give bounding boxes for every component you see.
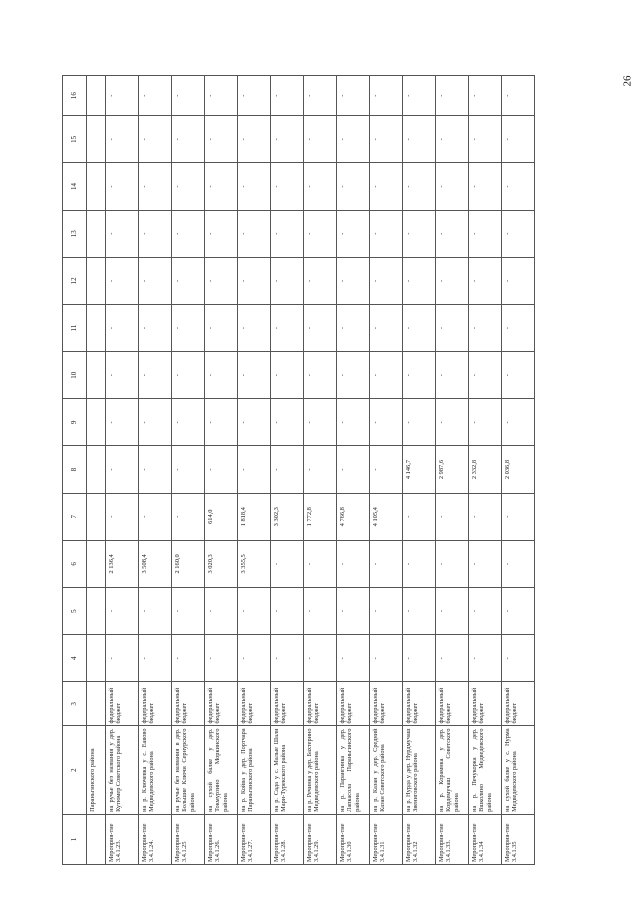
- measure-id: Мероприя-тие 3.4.1.23.: [106, 814, 139, 864]
- measure-name: на р. Печукорка у дер. Вшколино Медведевского района: [469, 726, 502, 814]
- value-cell: -: [304, 635, 337, 682]
- value-cell: -: [304, 304, 337, 351]
- table-row: [139, 76, 172, 865]
- value-cell: -: [172, 210, 205, 257]
- value-cell: -: [469, 493, 502, 540]
- value-cell: -: [502, 352, 535, 399]
- value-cell: -: [172, 399, 205, 446]
- value-cell: -: [172, 493, 205, 540]
- value-cell: -: [106, 399, 139, 446]
- funding-source: федеральный бюджет: [403, 682, 436, 726]
- measure-id: Мероприя-тие 3.4.1.33.: [436, 814, 469, 864]
- value-cell: -: [403, 304, 436, 351]
- value-cell: -: [271, 257, 304, 304]
- value-cell: -: [403, 76, 436, 116]
- funding-source: федеральный бюджет: [436, 682, 469, 726]
- funding-source: федеральный бюджет: [502, 682, 535, 726]
- column-number-8: 8: [63, 446, 87, 493]
- value-cell: -: [337, 635, 370, 682]
- column-number-15: 15: [63, 116, 87, 163]
- table-row: [502, 76, 535, 865]
- measure-name: на ручье без названия у дер. Кутюмер Советского района: [106, 726, 139, 814]
- value-cell: -: [271, 587, 304, 634]
- budget-table: [62, 75, 535, 865]
- value-cell: -: [172, 304, 205, 351]
- value-cell: -: [469, 76, 502, 116]
- value-cell: -: [469, 399, 502, 446]
- value-cell: -: [304, 210, 337, 257]
- value-cell: -: [106, 493, 139, 540]
- value-cell: -: [238, 446, 271, 493]
- value-cell: -: [403, 116, 436, 163]
- value-cell: -: [370, 257, 403, 304]
- column-number-9: 9: [63, 399, 87, 446]
- value-cell: -: [139, 304, 172, 351]
- measure-name: на р. Сада у с. Малые Шали Мари-Турекского района: [271, 726, 304, 814]
- value-cell: -: [337, 116, 370, 163]
- value-cell: -: [403, 587, 436, 634]
- value-cell: -: [370, 210, 403, 257]
- value-cell: -: [337, 304, 370, 351]
- value-cell: -: [271, 635, 304, 682]
- value-cell: -: [106, 352, 139, 399]
- value-cell: -: [238, 210, 271, 257]
- value-cell: -: [436, 587, 469, 634]
- value-cell: -: [172, 446, 205, 493]
- page-number: 26: [621, 75, 634, 87]
- value-cell: -: [502, 210, 535, 257]
- value-cell: 4 105,4: [370, 493, 403, 540]
- table-row: [238, 76, 271, 865]
- value-cell: -: [370, 540, 403, 587]
- value-cell: -: [172, 635, 205, 682]
- table-row: [337, 76, 370, 865]
- value-cell: -: [205, 257, 238, 304]
- value-cell: -: [205, 352, 238, 399]
- value-cell: -: [205, 587, 238, 634]
- value-cell: -: [436, 304, 469, 351]
- measure-id: Мероприя-тие 3.4.1.32: [403, 814, 436, 864]
- value-cell: -: [304, 163, 337, 210]
- column-number-5: 5: [63, 587, 87, 634]
- value-cell: -: [205, 116, 238, 163]
- value-cell: -: [271, 540, 304, 587]
- value-cell: -: [502, 493, 535, 540]
- funding-source: федеральный бюджет: [370, 682, 403, 726]
- value-cell: -: [139, 163, 172, 210]
- value-cell: -: [172, 587, 205, 634]
- measure-name: на р. Корамнка у дер. Кордемучаш Советского района: [436, 726, 469, 814]
- measure-id: Мероприя-тие 3.4.1.24.: [139, 814, 172, 864]
- value-cell: -: [436, 210, 469, 257]
- value-cell: 2 332,8: [469, 446, 502, 493]
- value-cell: -: [205, 635, 238, 682]
- value-cell: -: [106, 257, 139, 304]
- value-cell: -: [436, 116, 469, 163]
- value-cell: -: [106, 304, 139, 351]
- value-cell: -: [370, 446, 403, 493]
- funding-source: федеральный бюджет: [172, 682, 205, 726]
- value-cell: -: [337, 540, 370, 587]
- value-cell: -: [139, 399, 172, 446]
- column-number-3: 3: [63, 682, 87, 726]
- value-cell: -: [106, 446, 139, 493]
- value-cell: -: [205, 446, 238, 493]
- value-cell: -: [205, 210, 238, 257]
- value-cell: -: [205, 399, 238, 446]
- value-cell: -: [172, 76, 205, 116]
- value-cell: -: [337, 257, 370, 304]
- column-number-10: 10: [63, 352, 87, 399]
- measure-id: Мероприя-тие 3.4.1.26.: [205, 814, 238, 864]
- region-heading: Параньгинского района: [87, 726, 106, 814]
- measure-id: Мероприя-тие 3.4.1.35: [502, 814, 535, 864]
- measure-name: на р. Койва у дер. Портчара Параньгинского района: [238, 726, 271, 814]
- measure-id: Мероприя-тие 3.4.1.31: [370, 814, 403, 864]
- value-cell: 2 987,6: [436, 446, 469, 493]
- value-cell: -: [271, 446, 304, 493]
- measure-id: Мероприя-тие 3.4.1.27.: [238, 814, 271, 864]
- value-cell: 4 146,7: [403, 446, 436, 493]
- value-cell: -: [106, 210, 139, 257]
- value-cell: -: [403, 352, 436, 399]
- value-cell: -: [436, 76, 469, 116]
- column-number-2: 2: [63, 726, 87, 814]
- value-cell: -: [469, 587, 502, 634]
- value-cell: -: [139, 446, 172, 493]
- value-cell: -: [271, 163, 304, 210]
- value-cell: -: [469, 352, 502, 399]
- value-cell: -: [502, 635, 535, 682]
- value-cell: -: [370, 399, 403, 446]
- value-cell: -: [238, 399, 271, 446]
- table-row: [205, 76, 238, 865]
- value-cell: -: [403, 257, 436, 304]
- value-cell: -: [502, 540, 535, 587]
- value-cell: -: [106, 163, 139, 210]
- value-cell: -: [139, 76, 172, 116]
- value-cell: 3 355,5: [238, 540, 271, 587]
- value-cell: -: [106, 76, 139, 116]
- value-cell: -: [370, 352, 403, 399]
- value-cell: -: [238, 304, 271, 351]
- funding-source: федеральный бюджет: [238, 682, 271, 726]
- value-cell: -: [436, 540, 469, 587]
- value-cell: -: [304, 399, 337, 446]
- column-number-row: [63, 76, 87, 865]
- value-cell: -: [370, 163, 403, 210]
- region-heading-row: [87, 76, 106, 865]
- table-row: [469, 76, 502, 865]
- value-cell: -: [370, 304, 403, 351]
- value-cell: -: [436, 352, 469, 399]
- value-cell: -: [238, 116, 271, 163]
- value-cell: -: [106, 635, 139, 682]
- value-cell: -: [436, 399, 469, 446]
- table-row: [436, 76, 469, 865]
- value-cell: -: [139, 257, 172, 304]
- value-cell: -: [205, 304, 238, 351]
- value-cell: -: [403, 540, 436, 587]
- measure-name: на сухой балке у с. Нурма Медведевского района: [502, 726, 535, 814]
- funding-source: федеральный бюджет: [139, 682, 172, 726]
- value-cell: -: [502, 399, 535, 446]
- value-cell: 3 302,3: [271, 493, 304, 540]
- value-cell: -: [337, 163, 370, 210]
- measure-name: на р. Парангинка у дер. Лапкасола Параньгинского района: [337, 726, 370, 814]
- value-cell: -: [337, 587, 370, 634]
- value-cell: 2 036,8: [502, 446, 535, 493]
- value-cell: -: [370, 116, 403, 163]
- funding-source: федеральный бюджет: [304, 682, 337, 726]
- column-number-14: 14: [63, 163, 87, 210]
- value-cell: -: [139, 352, 172, 399]
- measure-name: на р. Казан у дер. Средний Казан Советского района: [370, 726, 403, 814]
- value-cell: -: [238, 587, 271, 634]
- value-cell: -: [403, 493, 436, 540]
- value-cell: 614,0: [205, 493, 238, 540]
- value-cell: -: [370, 587, 403, 634]
- value-cell: -: [271, 116, 304, 163]
- value-cell: -: [469, 635, 502, 682]
- column-number-13: 13: [63, 210, 87, 257]
- value-cell: -: [139, 210, 172, 257]
- table-row: [304, 76, 337, 865]
- measure-name: на ручье без названия в дер. Большие Ключи Сернурского района: [172, 726, 205, 814]
- value-cell: -: [106, 587, 139, 634]
- measure-name: на сухой балке у дер. Токмурзино Моркинского района: [205, 726, 238, 814]
- value-cell: -: [337, 446, 370, 493]
- value-cell: -: [436, 163, 469, 210]
- table-row: [106, 76, 139, 865]
- value-cell: -: [172, 163, 205, 210]
- table-row: [172, 76, 205, 865]
- measure-name: на р. Речинка у дер. Бахтерино Медведевского района: [304, 726, 337, 814]
- value-cell: 1 818,4: [238, 493, 271, 540]
- value-cell: -: [238, 257, 271, 304]
- value-cell: -: [436, 257, 469, 304]
- value-cell: -: [238, 76, 271, 116]
- value-cell: -: [370, 635, 403, 682]
- value-cell: -: [139, 493, 172, 540]
- value-cell: -: [337, 76, 370, 116]
- value-cell: -: [337, 210, 370, 257]
- value-cell: -: [304, 76, 337, 116]
- value-cell: -: [436, 635, 469, 682]
- value-cell: -: [271, 304, 304, 351]
- value-cell: -: [271, 352, 304, 399]
- value-cell: -: [106, 116, 139, 163]
- value-cell: -: [238, 352, 271, 399]
- value-cell: -: [502, 304, 535, 351]
- column-number-4: 4: [63, 635, 87, 682]
- value-cell: -: [403, 210, 436, 257]
- funding-source: федеральный бюджет: [469, 682, 502, 726]
- value-cell: -: [304, 257, 337, 304]
- value-cell: -: [403, 163, 436, 210]
- column-number-6: 6: [63, 540, 87, 587]
- value-cell: -: [271, 399, 304, 446]
- measure-id: Мероприя-тие 3.4.1.29.: [304, 814, 337, 864]
- column-number-16: 16: [63, 76, 87, 116]
- value-cell: -: [469, 210, 502, 257]
- value-cell: -: [238, 635, 271, 682]
- value-cell: -: [337, 399, 370, 446]
- measure-id: Мероприя-тие 3.4.1.25: [172, 814, 205, 864]
- value-cell: -: [337, 352, 370, 399]
- value-cell: -: [436, 493, 469, 540]
- value-cell: -: [304, 116, 337, 163]
- table-row: [370, 76, 403, 865]
- value-cell: -: [502, 163, 535, 210]
- value-cell: -: [403, 399, 436, 446]
- table-row: [271, 76, 304, 865]
- value-cell: -: [271, 76, 304, 116]
- value-cell: -: [502, 587, 535, 634]
- value-cell: -: [304, 587, 337, 634]
- value-cell: 2 136,4: [106, 540, 139, 587]
- table-row: [403, 76, 436, 865]
- value-cell: -: [403, 635, 436, 682]
- value-cell: -: [469, 116, 502, 163]
- measure-id: Мероприя-тие 3.4.1.30: [337, 814, 370, 864]
- funding-source: федеральный бюджет: [205, 682, 238, 726]
- measure-id: Мероприя-тие 3.4.1.34: [469, 814, 502, 864]
- value-cell: -: [304, 352, 337, 399]
- value-cell: -: [304, 446, 337, 493]
- value-cell: -: [370, 76, 403, 116]
- value-cell: -: [172, 352, 205, 399]
- measure-name: на р. Нурда у дер. Нурдмучаш Звениговского района: [403, 726, 436, 814]
- value-cell: -: [139, 587, 172, 634]
- value-cell: -: [238, 163, 271, 210]
- value-cell: 4 766,8: [337, 493, 370, 540]
- value-cell: -: [139, 635, 172, 682]
- rotated-table-container: [62, 75, 602, 865]
- value-cell: -: [502, 257, 535, 304]
- column-number-12: 12: [63, 257, 87, 304]
- column-number-7: 7: [63, 493, 87, 540]
- value-cell: -: [469, 257, 502, 304]
- value-cell: -: [502, 116, 535, 163]
- value-cell: -: [172, 257, 205, 304]
- value-cell: -: [139, 116, 172, 163]
- column-number-1: 1: [63, 814, 87, 864]
- value-cell: 2 160,0: [172, 540, 205, 587]
- funding-source: федеральный бюджет: [337, 682, 370, 726]
- value-cell: -: [304, 540, 337, 587]
- value-cell: -: [469, 163, 502, 210]
- value-cell: -: [172, 116, 205, 163]
- value-cell: -: [271, 210, 304, 257]
- value-cell: -: [469, 540, 502, 587]
- value-cell: 3 508,4: [139, 540, 172, 587]
- funding-source: федеральный бюджет: [271, 682, 304, 726]
- value-cell: -: [469, 304, 502, 351]
- value-cell: -: [502, 76, 535, 116]
- column-number-11: 11: [63, 304, 87, 351]
- measure-name: на р. Ключевка у с. Еавово Медведевского района: [139, 726, 172, 814]
- measure-id: Мероприя-тие 3.4.1.28.: [271, 814, 304, 864]
- value-cell: -: [205, 163, 238, 210]
- value-cell: 1 772,8: [304, 493, 337, 540]
- value-cell: -: [205, 76, 238, 116]
- funding-source: федеральный бюджет: [106, 682, 139, 726]
- value-cell: 3 020,3: [205, 540, 238, 587]
